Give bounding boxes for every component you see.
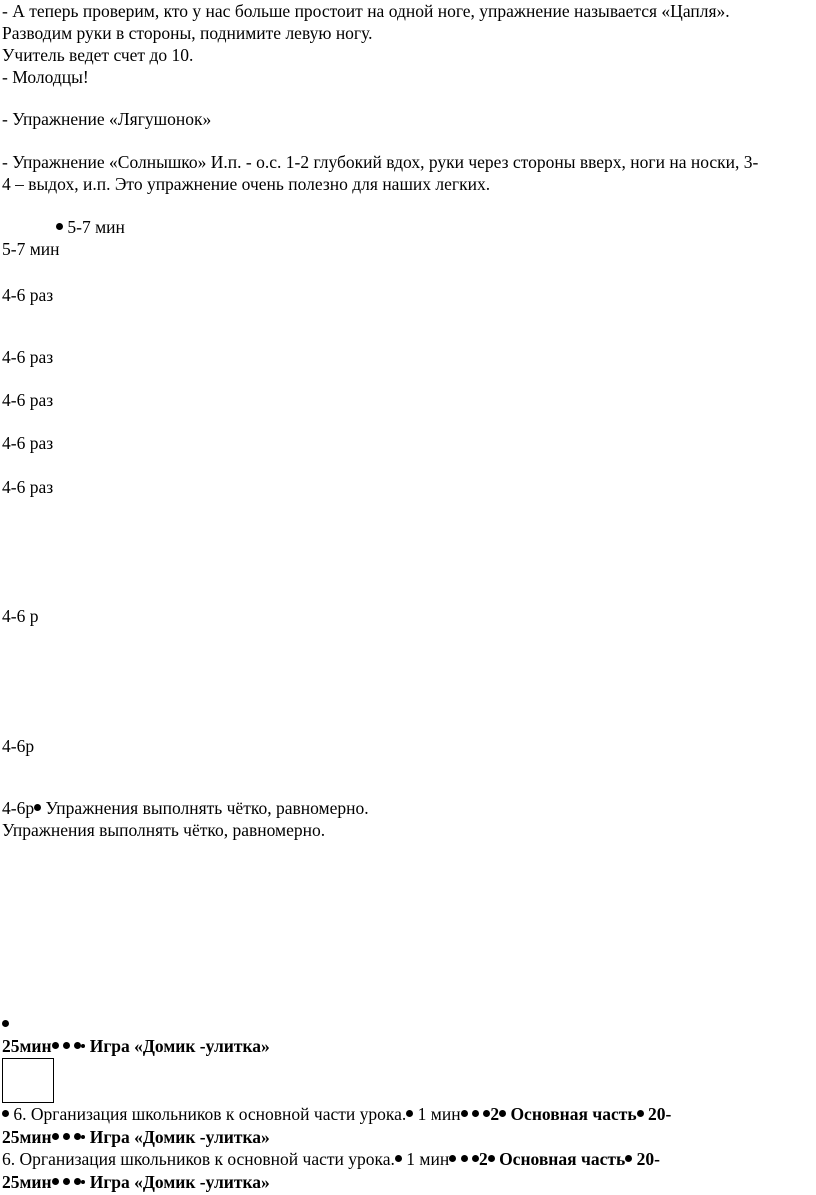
exercise-sun-line-2: 4 – выдох, и.п. Это упражнение очень полезно для наших легких. xyxy=(2,174,491,194)
bullet-icon xyxy=(63,1178,70,1185)
bullet-icon xyxy=(2,1110,9,1117)
range-text: 20- xyxy=(647,1104,672,1124)
bullet-icon xyxy=(74,1178,81,1185)
bullet-icon xyxy=(74,1042,81,1049)
block1-line xyxy=(2,1035,270,1057)
reps-text: 4-6 раз xyxy=(2,477,54,497)
one-min-text: 1 мин xyxy=(406,1149,450,1169)
intro-line-4: - Молодцы! xyxy=(2,67,89,87)
two-text: 2 xyxy=(478,1149,488,1169)
bullet-icon xyxy=(52,1042,59,1049)
bullet-icon xyxy=(406,1110,413,1117)
range-text: 20- xyxy=(636,1149,660,1169)
bullet-icon xyxy=(74,1133,81,1140)
duration-text: 5-7 мин xyxy=(2,239,60,259)
bullet-icon xyxy=(81,1180,85,1184)
block2-line-2 xyxy=(2,1126,270,1148)
bullet-icon xyxy=(472,1110,479,1117)
reps-text: 4-6 раз xyxy=(2,433,54,453)
main-part-text: Основная часть xyxy=(499,1149,626,1169)
bullet-icon xyxy=(449,1155,456,1162)
reps-short-text: 4-6р xyxy=(2,736,35,756)
block3-line-2 xyxy=(2,1171,270,1193)
block3-line-1 xyxy=(2,1148,660,1170)
bullet-icon xyxy=(472,1155,479,1162)
block2-line-1 xyxy=(2,1103,671,1125)
bullet-icon xyxy=(56,223,63,230)
time-text: 25мин xyxy=(2,1036,52,1056)
org-text: 6. Организация школьников к основной части урока. xyxy=(2,1149,395,1169)
exercise-frog: - Упражнение «Лягушонок» xyxy=(2,109,212,129)
game-title: Игра «Домик -улитка» xyxy=(89,1127,270,1147)
bullet-icon xyxy=(81,1044,85,1048)
lone-bullet xyxy=(2,1013,9,1035)
empty-table-cell xyxy=(2,1058,54,1103)
bullet-icon xyxy=(52,1133,59,1140)
bullet-icon xyxy=(63,1042,70,1049)
reps-text: 4-6 раз xyxy=(2,285,54,305)
reps-text: 4-6 раз xyxy=(2,347,54,367)
duration-bullet-item xyxy=(56,216,125,238)
reps-short-text: 4-6р xyxy=(2,798,35,818)
org-text: 6. Организация школьников к основной части урока. xyxy=(13,1104,407,1124)
bullet-icon xyxy=(63,1133,70,1140)
intro-line-3: Учитель ведет счет до 10. xyxy=(2,45,194,65)
bullet-icon xyxy=(499,1110,506,1117)
reps-short-text: 4-6 р xyxy=(2,606,39,626)
bullet-icon xyxy=(34,804,41,811)
bullet-icon xyxy=(625,1155,632,1162)
bullet-icon xyxy=(395,1155,402,1162)
bullet-icon xyxy=(52,1178,59,1185)
bullet-icon xyxy=(461,1155,468,1162)
one-min-text: 1 мин xyxy=(417,1104,461,1124)
bullet-icon xyxy=(81,1135,85,1139)
reps-instruction-line xyxy=(2,797,369,819)
game-title: Игра «Домик -улитка» xyxy=(89,1172,270,1192)
bullet-icon xyxy=(488,1155,495,1162)
bullet-icon xyxy=(637,1110,644,1117)
time-text: 25мин xyxy=(2,1172,52,1192)
reps-text: 4-6 раз xyxy=(2,390,54,410)
duration-bullet-text: 5-7 мин xyxy=(67,217,125,237)
two-text: 2 xyxy=(490,1104,500,1124)
exercise-sun-line-1: - Упражнение «Солнышко» И.п. - о.с. 1-2 глубокий вдох, руки через стороны вверх, ноги на носки, 3- xyxy=(2,152,759,172)
instruction-text-repeat: Упражнения выполнять чётко, равномерно. xyxy=(2,820,326,840)
bullet-icon xyxy=(2,1020,9,1027)
instruction-text: Упражнения выполнять чётко, равномерно. xyxy=(45,798,369,818)
intro-line-1: - А теперь проверим, кто у нас больше простоит на одной ноге, упражнение называется «Цапля». xyxy=(2,1,730,21)
main-part-text: Основная часть xyxy=(510,1104,637,1124)
time-text: 25мин xyxy=(2,1127,52,1147)
game-title: Игра «Домик -улитка» xyxy=(89,1036,270,1056)
intro-line-2: Разводим руки в стороны, поднимите левую ногу. xyxy=(2,23,373,43)
bullet-icon xyxy=(461,1110,468,1117)
